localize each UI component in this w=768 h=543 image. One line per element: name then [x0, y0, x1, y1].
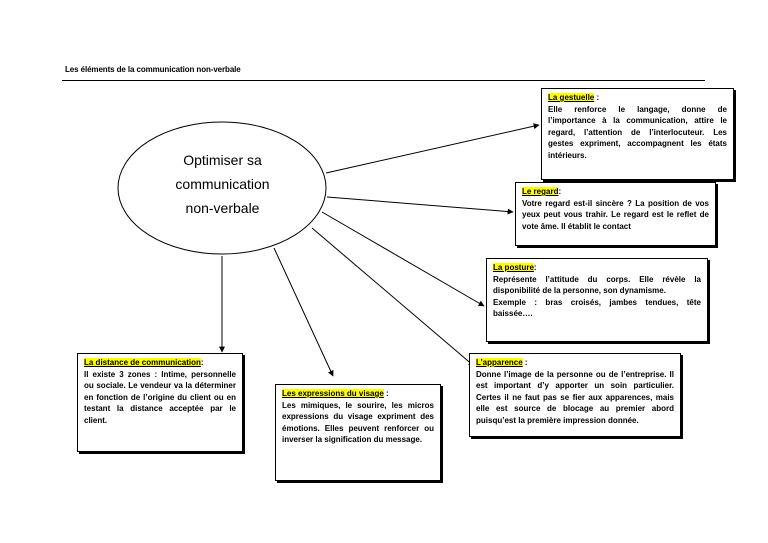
box-visage-text: Les mimiques, le sourire, les micros expressions du visage expriment des émotions. Elles peuvent renforcer ou inverser la signification du message.: [282, 400, 434, 444]
box-gestuelle-title: La gestuelle: [548, 93, 595, 102]
central-label: [135, 148, 310, 220]
box-regard-suffix: :: [558, 187, 562, 196]
box-visage-suffix: :: [383, 389, 389, 398]
box-gestuelle-text: Elle renforce le langage, donne de l’importance à la communication, attire le regard, l’attention de l’interlocuteur. Les gestes expriment, accompagnent les états intérieurs.: [548, 104, 727, 160]
box-apparence-text: Donne l’image de la personne ou de l’entreprise. Il est important d’y apporter un soin particulier. Certes il ne faut pas se fier aux apparences, mais elle est source de blocage au premier abord puisqu’est la première impression donnée.: [476, 369, 674, 425]
box-regard-title: Le regard: [522, 187, 559, 196]
box-posture-example: Exemple : bras croisés, jambes tendues, tête baissée….: [493, 297, 701, 318]
central-label-line-1: Optimiser sa: [183, 152, 262, 168]
box-regard-heading: [522, 186, 709, 198]
central-label-line-3: non-verbale: [185, 200, 260, 216]
box-posture: [486, 258, 708, 342]
box-distance-suffix: :: [200, 358, 204, 367]
box-gestuelle: [541, 88, 734, 180]
arrow-to-gestuelle: [326, 125, 539, 173]
box-regard: [515, 182, 716, 246]
central-label-line-2: communication: [175, 176, 270, 192]
box-gestuelle-suffix: :: [594, 93, 600, 102]
box-apparence-heading: [476, 357, 674, 369]
box-distance-title: La distance de communication: [84, 358, 201, 367]
box-posture-text: Représente l’attitude du corps. Elle révèle la disponibilité de la personne, son dynamisme.: [493, 274, 701, 295]
box-apparence-title: L’apparence: [476, 358, 523, 367]
box-distance-text: Il existe 3 zones : Intime, personnelle ou sociale. Le vendeur va la déterminer en fonction de l’origine du client ou en testant la distance acceptée par le client.: [84, 369, 236, 425]
box-regard-text: Votre regard est-il sincère ? La position de vos yeux peut vous trahir. Le regard est le reflet de vote âme. Il établit le contact: [522, 198, 709, 231]
box-gestuelle-heading: [548, 92, 727, 104]
page-header: Les éléments de la communication non-verbale: [65, 65, 241, 74]
box-distance: [77, 353, 243, 452]
box-distance-heading: [84, 357, 236, 369]
box-posture-suffix: :: [533, 263, 537, 272]
arrow-to-apparence: [312, 228, 474, 366]
box-visage-title: Les expressions du visage: [282, 389, 384, 398]
box-apparence-suffix: :: [522, 358, 528, 367]
box-visage-heading: [282, 388, 434, 400]
arrow-to-posture: [322, 212, 484, 306]
arrow-to-visage: [274, 248, 333, 376]
box-posture-title: La posture: [493, 263, 534, 272]
box-visage: [275, 384, 441, 481]
box-posture-heading: [493, 262, 701, 274]
box-apparence: [469, 353, 681, 437]
arrow-to-regard: [327, 197, 513, 212]
